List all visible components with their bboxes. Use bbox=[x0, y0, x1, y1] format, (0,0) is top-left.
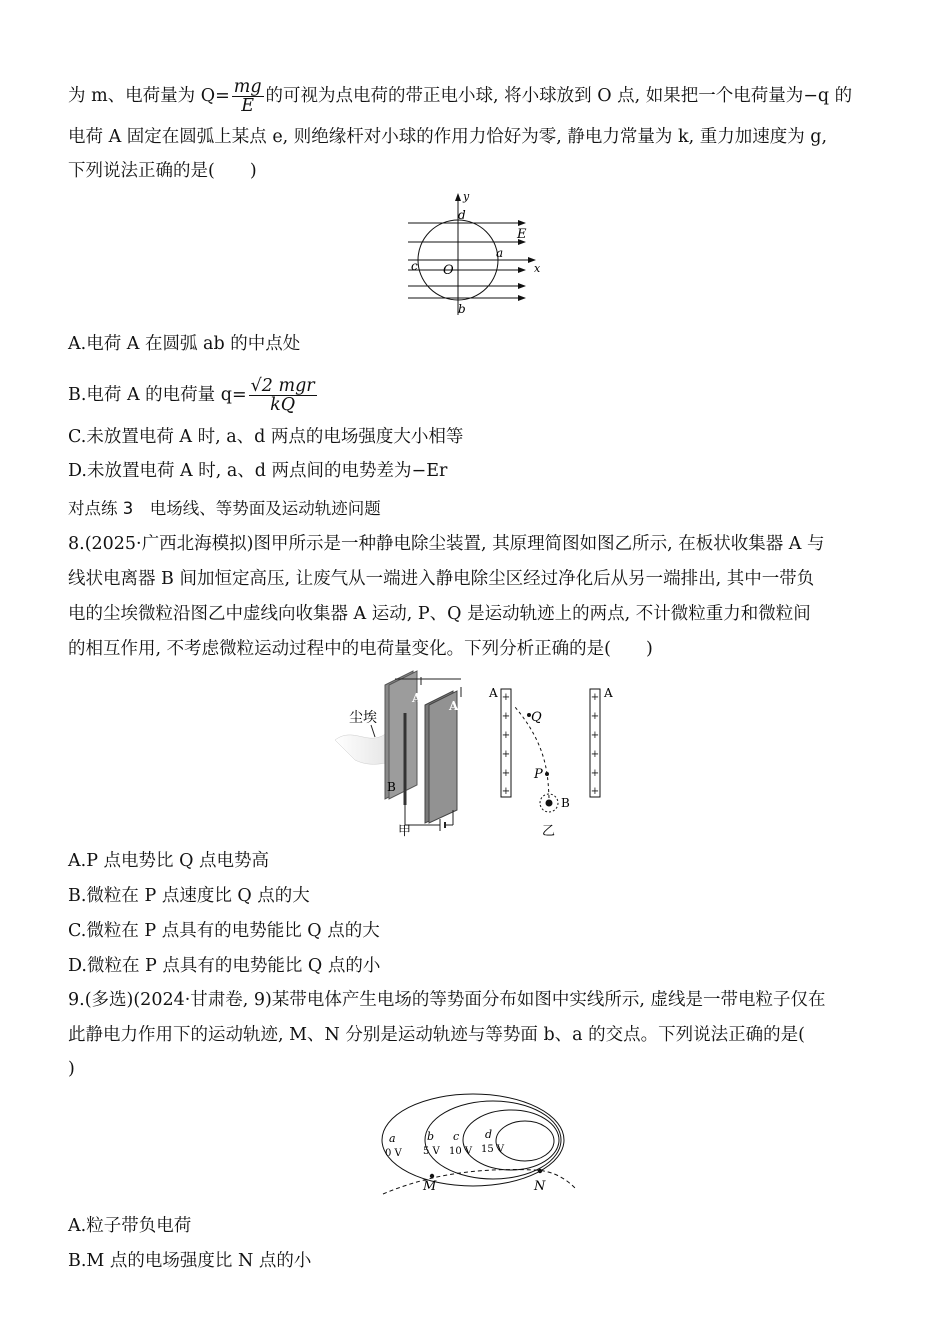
equipotential-a bbox=[382, 1094, 564, 1186]
q9-line-3: ) bbox=[68, 1059, 75, 1079]
label-d: d bbox=[458, 208, 466, 222]
q7-fraction bbox=[232, 78, 264, 115]
plus-sign: + bbox=[501, 692, 511, 703]
q7-option-a: A.电荷 A 在圆弧 ab 的中点处 bbox=[68, 334, 301, 354]
q7-line1-post: 的可视为点电荷的带正电小球, 将小球放到 O 点, 如果把一个电荷量为−q 的 bbox=[265, 86, 853, 106]
label-x: x bbox=[534, 262, 541, 275]
plus-sign: + bbox=[501, 730, 511, 741]
q7-line1-pre: 为 m、电荷量为 Q= bbox=[68, 86, 230, 106]
label-a-left: A bbox=[489, 686, 498, 700]
q7-line-1 bbox=[68, 78, 852, 115]
plus-sign: + bbox=[590, 768, 600, 779]
point-n bbox=[538, 1169, 542, 1173]
q7-line-3: 下列说法正确的是( ) bbox=[68, 161, 257, 181]
label-b: b bbox=[427, 1130, 435, 1143]
caption-jia: 甲 bbox=[398, 824, 412, 839]
label-O: O bbox=[443, 263, 454, 278]
label-y: y bbox=[463, 190, 470, 203]
equipotential-d bbox=[496, 1121, 554, 1161]
q7-optb-pre: B.电荷 A 的电荷量 q= bbox=[68, 385, 247, 405]
collector-a-left bbox=[501, 689, 511, 797]
label-a: a bbox=[496, 246, 504, 260]
label-n: N bbox=[534, 1179, 546, 1194]
q9-equipotential-figure bbox=[375, 1090, 585, 1200]
q7-optb-denominator: kQ bbox=[270, 395, 296, 415]
label-q: Q bbox=[531, 710, 542, 725]
particle-trajectory bbox=[383, 1170, 575, 1194]
plus-sign: + bbox=[590, 749, 600, 760]
plus-sign: + bbox=[501, 786, 511, 797]
q7-line-2: 电荷 A 固定在圆弧上某点 e, 则绝缘杆对小球的作用力恰好为零, 静电力常量为 k, 重力加速度为 g, bbox=[68, 127, 828, 147]
q7-option-d: D.未放置电荷 A 时, a、d 两点间的电势差为−Er bbox=[68, 461, 448, 481]
q8-option-b: B.微粒在 P 点速度比 Q 点的大 bbox=[68, 886, 310, 906]
q7-frac-numerator: mg bbox=[233, 77, 262, 97]
q8-line-3: 电的尘埃微粒沿图乙中虚线向收集器 A 运动, P、Q 是运动轨迹上的两点, 不计微粒重力和微粒间 bbox=[68, 604, 811, 624]
point-p bbox=[545, 772, 549, 776]
q9-option-b: B.M 点的电场强度比 N 点的小 bbox=[68, 1251, 312, 1271]
caption-yi: 乙 bbox=[542, 824, 556, 839]
voltage-a: 0 V bbox=[385, 1148, 402, 1159]
q9-option-a: A.粒子带负电荷 bbox=[68, 1216, 192, 1236]
q8-figure-yi bbox=[485, 665, 635, 840]
q7-option-b bbox=[68, 377, 319, 414]
label-b: B bbox=[561, 796, 570, 810]
q7-frac-denominator: E bbox=[241, 96, 255, 116]
collector-a-right bbox=[590, 689, 600, 797]
plus-sign: + bbox=[590, 711, 600, 722]
dust-label: 尘埃 bbox=[349, 710, 377, 726]
q7-optb-fraction bbox=[249, 377, 317, 414]
voltage-d: 15 V bbox=[481, 1144, 505, 1155]
q7-option-c: C.未放置电荷 A 时, a、d 两点的电场强度大小相等 bbox=[68, 427, 464, 447]
voltage-b: 5 V bbox=[423, 1146, 440, 1157]
q8-line-2: 线状电离器 B 间加恒定高压, 让废气从一端进入静电除尘区经过净化后从另一端排出, 其中一带负 bbox=[68, 569, 815, 589]
label-a: a bbox=[389, 1132, 396, 1145]
q8-option-c: C.微粒在 P 点具有的电势能比 Q 点的大 bbox=[68, 921, 380, 941]
label-c: c bbox=[411, 259, 418, 273]
dust-leader bbox=[371, 725, 375, 737]
label-E: E bbox=[517, 227, 527, 242]
q7-field-figure bbox=[400, 190, 560, 320]
plate-label-a2: A bbox=[449, 699, 459, 713]
q8-figure-jia bbox=[325, 665, 485, 840]
q8-option-d: D.微粒在 P 点具有的电势能比 Q 点的小 bbox=[68, 956, 381, 976]
section-3-title: 对点练 3 电场线、等势面及运动轨迹问题 bbox=[68, 499, 381, 518]
q9-line-1: 9.(多选)(2024·甘肃卷, 9)某带电体产生电场的等势面分布如图中实线所示, 虚线是一带电粒子仅在 bbox=[68, 990, 826, 1010]
label-b: b bbox=[458, 302, 466, 316]
label-d: d bbox=[485, 1128, 493, 1141]
q9-line-2: 此静电力作用下的运动轨迹, M、N 分别是运动轨迹与等势面 b、a 的交点。下列说法正确的是( bbox=[68, 1025, 806, 1045]
plate-label-a1: A bbox=[412, 691, 422, 705]
plus-sign: + bbox=[590, 692, 600, 703]
label-a-right: A bbox=[604, 686, 613, 700]
label-c: c bbox=[453, 1130, 460, 1143]
wire-label-b: B bbox=[387, 780, 396, 794]
plus-sign: + bbox=[501, 711, 511, 722]
plus-sign: + bbox=[501, 768, 511, 779]
q8-line-1: 8.(2025·广西北海模拟)图甲所示是一种静电除尘装置, 其原理简图如图乙所示, 在板状收集器 A 与 bbox=[68, 534, 825, 554]
label-p: P bbox=[534, 767, 543, 782]
q8-line-4: 的相互作用, 不考虑微粒运动过程中的电荷量变化。下列分析正确的是( ) bbox=[68, 639, 653, 659]
voltage-c: 10 V bbox=[449, 1146, 473, 1157]
q7-optb-numerator: √2 mgr bbox=[250, 376, 315, 396]
ionizer-b bbox=[546, 800, 553, 807]
equipotential-b bbox=[425, 1101, 561, 1179]
plus-sign: + bbox=[590, 730, 600, 741]
plus-sign: + bbox=[501, 749, 511, 760]
label-m: M bbox=[423, 1179, 437, 1194]
equipotential-c bbox=[463, 1110, 559, 1170]
point-m bbox=[430, 1174, 434, 1178]
q8-option-a: A.P 点电势比 Q 点电势高 bbox=[68, 851, 270, 871]
plus-sign: + bbox=[590, 786, 600, 797]
